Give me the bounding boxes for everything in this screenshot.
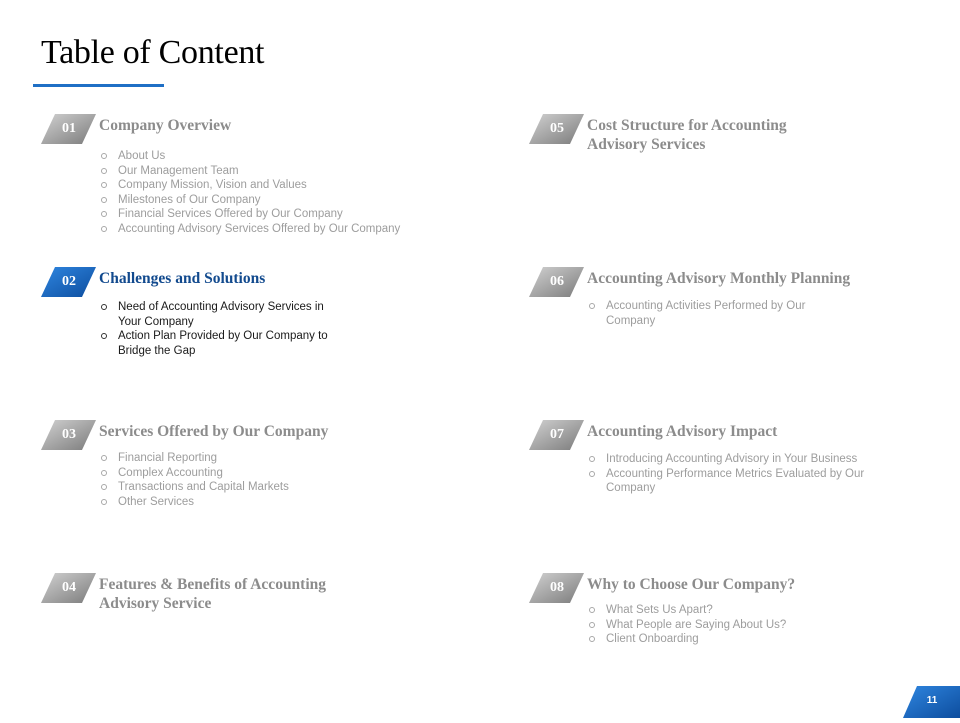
section-title: Services Offered by Our Company bbox=[99, 423, 329, 440]
section-title: Company Overview bbox=[99, 117, 232, 134]
section-number: 03 bbox=[62, 427, 76, 442]
section-number-badge bbox=[41, 114, 96, 144]
list-item: Other Services bbox=[99, 495, 439, 510]
section-number-badge bbox=[41, 420, 96, 450]
title-underline bbox=[33, 84, 164, 87]
list-item: Accounting Activities Performed by Our Company bbox=[587, 299, 807, 328]
list-item: Client Onboarding bbox=[587, 632, 927, 647]
section-title: Features & Benefits of Accounting Advisory Service bbox=[99, 576, 327, 612]
list-item: What Sets Us Apart? bbox=[587, 603, 927, 618]
list-item: Accounting Performance Metrics Evaluated by Our Company bbox=[587, 467, 887, 496]
section-items bbox=[587, 452, 887, 496]
list-item: Company Mission, Vision and Values bbox=[99, 178, 439, 193]
section-title: Cost Structure for Accounting Advisory Services bbox=[587, 117, 787, 153]
section-number: 01 bbox=[62, 121, 76, 136]
section-number-badge bbox=[529, 420, 584, 450]
section-number: 02 bbox=[62, 274, 76, 289]
section-number-badge bbox=[529, 573, 584, 603]
section-number: 07 bbox=[550, 427, 564, 442]
section-items bbox=[99, 149, 439, 236]
list-item: Our Management Team bbox=[99, 164, 439, 179]
section-number: 04 bbox=[62, 580, 76, 595]
section-title: Challenges and Solutions bbox=[99, 270, 266, 287]
page-number-badge bbox=[903, 686, 960, 718]
section-title: Why to Choose Our Company? bbox=[587, 576, 796, 593]
list-item: Financial Reporting bbox=[99, 451, 439, 466]
list-item: Complex Accounting bbox=[99, 466, 439, 481]
page-number: 11 bbox=[926, 695, 938, 706]
section-number-badge bbox=[529, 267, 584, 297]
list-item: Financial Services Offered by Our Company bbox=[99, 207, 439, 222]
section-number-badge bbox=[41, 267, 96, 297]
section-number: 06 bbox=[550, 274, 564, 289]
section-items bbox=[99, 300, 339, 358]
list-item: Need of Accounting Advisory Services in Your Company bbox=[99, 300, 339, 329]
section-items bbox=[99, 451, 439, 509]
section-items bbox=[587, 299, 807, 328]
list-item: Transactions and Capital Markets bbox=[99, 480, 439, 495]
section-items bbox=[587, 603, 927, 647]
section-number-badge bbox=[41, 573, 96, 603]
list-item: Milestones of Our Company bbox=[99, 193, 439, 208]
section-number-badge bbox=[529, 114, 584, 144]
section-number: 08 bbox=[550, 580, 564, 595]
list-item: Introducing Accounting Advisory in Your Business bbox=[587, 452, 887, 467]
section-number: 05 bbox=[550, 121, 564, 136]
page-title: Table of Content bbox=[41, 34, 265, 71]
section-title: Accounting Advisory Monthly Planning bbox=[587, 270, 851, 287]
list-item: Accounting Advisory Services Offered by Our Company bbox=[99, 222, 439, 237]
list-item: About Us bbox=[99, 149, 439, 164]
list-item: What People are Saying About Us? bbox=[587, 618, 927, 633]
section-title: Accounting Advisory Impact bbox=[587, 423, 778, 440]
list-item: Action Plan Provided by Our Company to Bridge the Gap bbox=[99, 329, 339, 358]
